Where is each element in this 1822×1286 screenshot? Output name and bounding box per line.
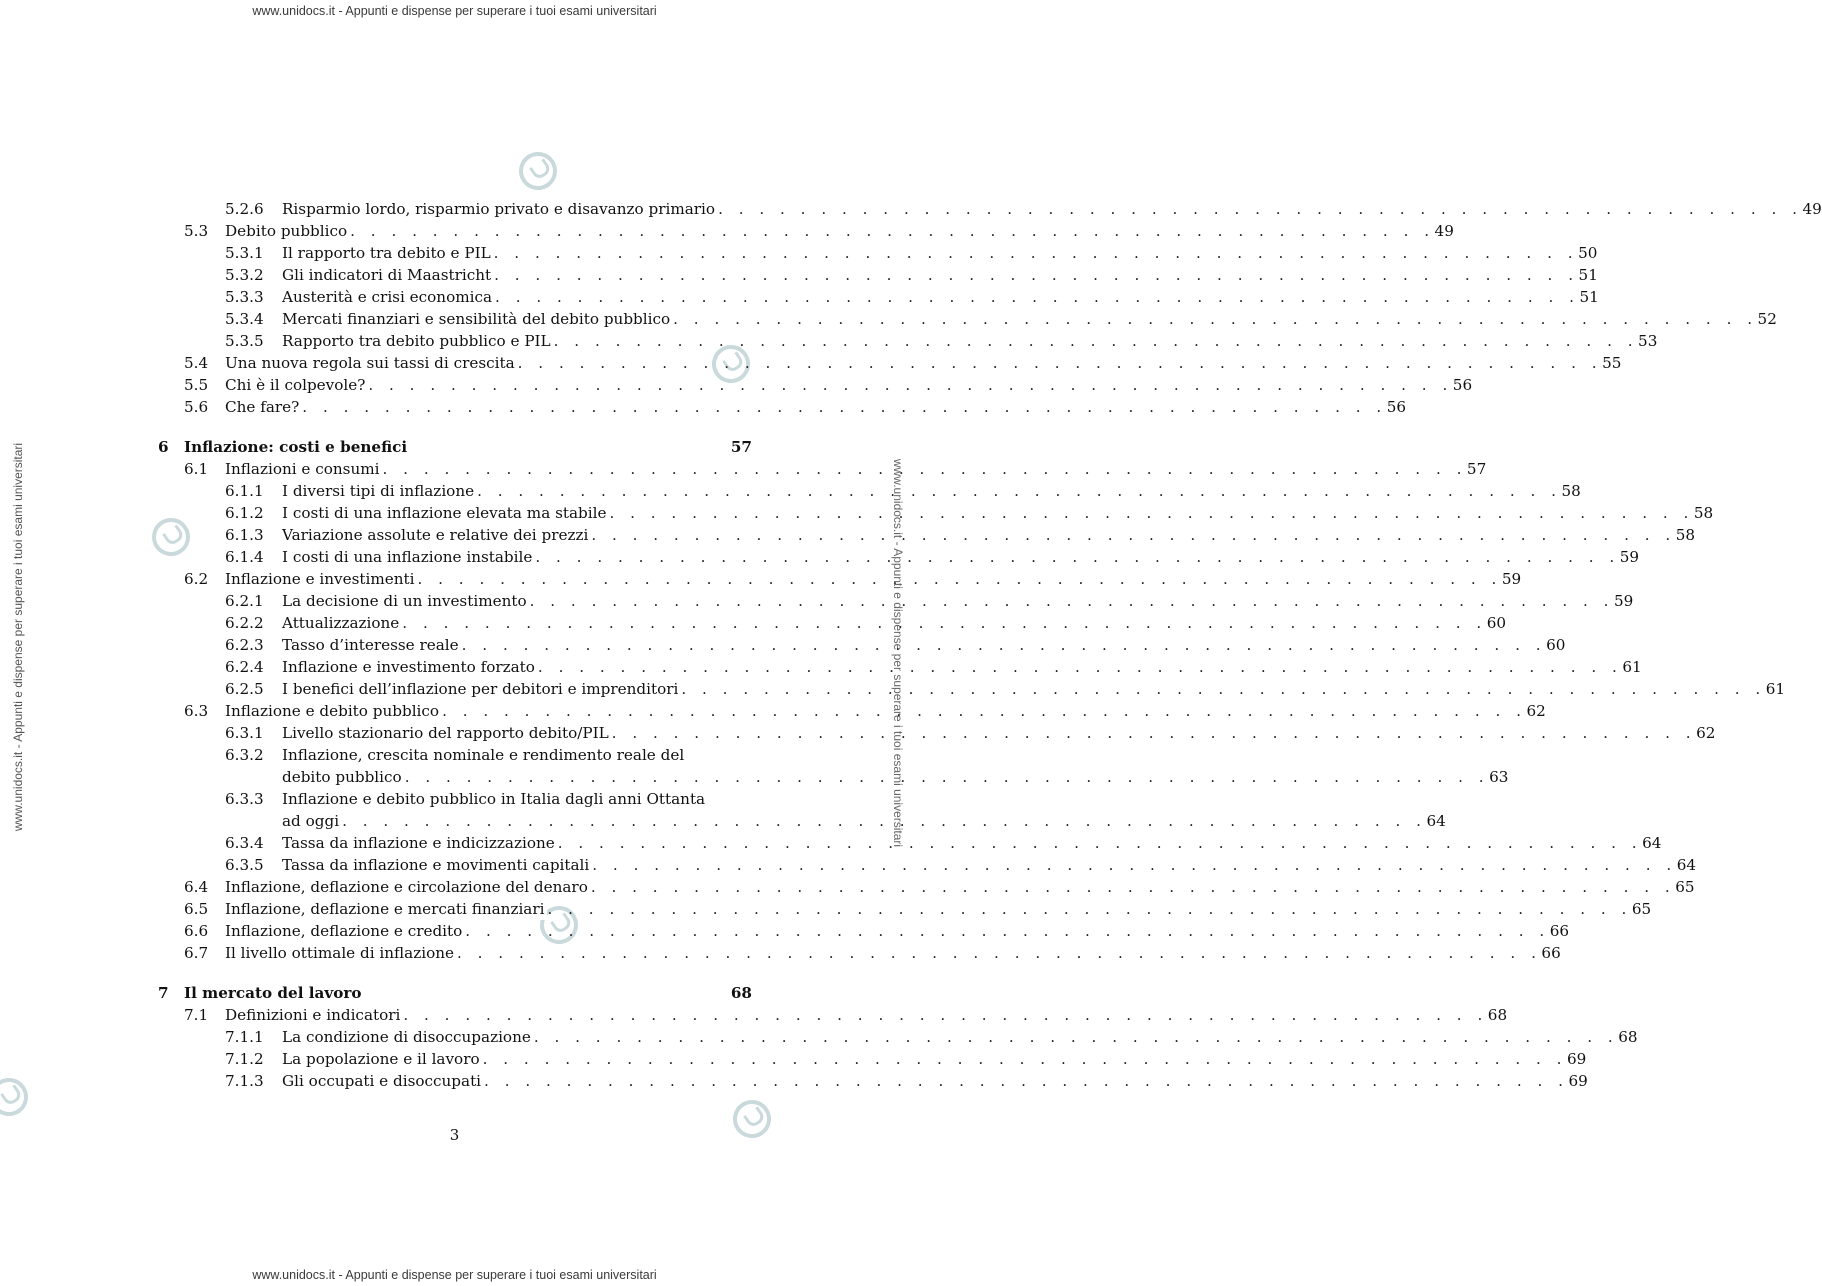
toc-title: I costi di una inflazione instabile <box>282 546 535 568</box>
toc-leader-dots: . . . . . . . . . . . . . . . . . . . . . . . . . . . . . . . . . . . . . . . . . . . . . . . . . . . . . <box>493 244 1579 262</box>
toc-page: 59 <box>1501 570 1522 588</box>
toc-page: 53 <box>1638 332 1658 350</box>
chapter-gap <box>158 418 752 436</box>
toc-page: 66 <box>1549 922 1570 940</box>
toc-entry[interactable] <box>158 810 1446 832</box>
toc-title: Una nuova regola sui tassi di crescita <box>225 352 518 374</box>
toc-title: Inflazione, crescita nominale e rendimento reale del <box>282 744 687 766</box>
toc-leader-dots: . . . . . . . . . . . . . . . . . . . . . . . . . . . . . . . . . . . . . . . . . . . . . . . . . . . . . <box>535 548 1620 566</box>
toc-title-line <box>282 788 752 810</box>
toc-title-line <box>282 854 1697 876</box>
toc-page: 56 <box>1386 398 1407 416</box>
toc-title-line <box>282 832 1662 854</box>
toc-title-line <box>282 502 1714 524</box>
toc-entry[interactable] <box>158 242 1598 264</box>
toc-leader-dots: . . . . . . . . . . . . . . . . . . . . . . . . . . . . . . . . . . . . . . . . . . . . . . . . . . . . . <box>302 398 1387 416</box>
toc-entry[interactable] <box>158 1048 1587 1070</box>
toc-title-line <box>225 374 1473 396</box>
toc-entry[interactable] <box>158 744 752 766</box>
toc-title: La popolazione e il lavoro <box>282 1048 483 1070</box>
toc-title-line <box>282 722 1716 744</box>
toc-title: Inflazione e debito pubblico <box>225 700 442 722</box>
toc-number: 6.7 <box>184 944 209 962</box>
toc-leader-dots: . . . . . . . . . . . . . . . . . . . . . . . . . . . . . . . . . . . . . . . . . . . . . . . . . . . . . <box>350 222 1435 240</box>
toc-leader-dots: . . . . . . . . . . . . . . . . . . . . . . . . . . . . . . . . . . . . . . . . . . . . . . . . . . . . . <box>533 1028 1619 1046</box>
toc-page: 50 <box>1578 244 1598 262</box>
toc-entry[interactable] <box>158 656 1642 678</box>
toc-entry[interactable] <box>158 766 1509 788</box>
toc-number: 6.1.2 <box>225 504 264 522</box>
toc-title: Inflazione, deflazione e credito <box>225 920 465 942</box>
toc-title: I costi di una inflazione elevata ma stabile <box>282 502 609 524</box>
toc-title: Il mercato del lavoro <box>184 982 364 1004</box>
toc-page: 49 <box>1802 200 1822 218</box>
toc-leader-dots: . . . . . . . . . . . . . . . . . . . . . . . . . . . . . . . . . . . . . . . . . . . . . . . . . . . . . <box>484 1072 1569 1090</box>
toc-entry[interactable] <box>158 264 1598 286</box>
toc-number: 6.1.4 <box>225 548 264 566</box>
toc-entry[interactable] <box>158 590 1634 612</box>
toc-leader-dots: . . . . . . . . . . . . . . . . . . . . . . . . . . . . . . . . . . . . . . . . . . . . . . . . . . . . . <box>494 266 1579 284</box>
toc-number: 5.6 <box>184 398 209 416</box>
toc-title-line <box>282 242 1598 264</box>
toc-title-line <box>225 352 1622 374</box>
toc-entry[interactable] <box>158 876 1695 898</box>
toc-entry[interactable] <box>158 330 1658 352</box>
watermark-right: www.unidocs.it - Appunti e dispense per superare i tuoi esami universitari <box>891 458 905 848</box>
toc-page: 60 <box>1486 614 1507 632</box>
toc-entry[interactable] <box>158 942 1561 964</box>
toc-title: Che fare? <box>225 396 302 418</box>
watermark-logo-icon <box>512 145 565 198</box>
toc-leader-dots: . . . . . . . . . . . . . . . . . . . . . . . . . . . . . . . . . . . . . . . . . . . . . . . . . . . . . <box>465 922 1550 940</box>
toc-page: 66 <box>1541 944 1561 962</box>
toc-page: 59 <box>1614 592 1634 610</box>
toc-page: 65 <box>1675 878 1695 896</box>
toc-title-line <box>282 810 1446 832</box>
toc-title: Inflazioni e consumi <box>225 458 383 480</box>
watermark-top: www.unidocs.it - Appunti e dispense per superare i tuoi esami universitari <box>252 4 657 18</box>
toc-title-line <box>282 524 1696 546</box>
toc-number: 6.3.3 <box>225 790 264 808</box>
toc-title: Inflazione, deflazione e mercati finanziari <box>225 898 547 920</box>
toc-leader-dots: . . . . . . . . . . . . . . . . . . . . . . . . . . . . . . . . . . . . . . . . . . . . . . . . . . . . . <box>482 1050 1568 1068</box>
toc-page: 51 <box>1579 288 1599 306</box>
toc-leader-dots: . . . . . . . . . . . . . . . . . . . . . . . . . . . . . . . . . . . . . . . . . . . . . . . . . . . . . <box>557 834 1643 852</box>
toc-page: 59 <box>1619 548 1640 566</box>
toc-number: 6.3.5 <box>225 856 264 874</box>
toc-page: 61 <box>1622 658 1642 676</box>
toc-page: 64 <box>1426 812 1446 830</box>
toc-leader-dots <box>364 982 724 1004</box>
toc-leader-dots: . . . . . . . . . . . . . . . . . . . . . . . . . . . . . . . . . . . . . . . . . . . . . . . . . . . . . <box>537 658 1623 676</box>
toc-number: 6.2 <box>184 570 209 588</box>
toc-title: Inflazione, deflazione e circolazione del denaro <box>225 876 591 898</box>
toc-title-line <box>282 744 752 766</box>
toc-title-line <box>282 612 1507 634</box>
toc-entry[interactable] <box>158 832 1662 854</box>
toc-title: La decisione di un investimento <box>282 590 530 612</box>
toc-entry[interactable] <box>158 374 1473 396</box>
toc-entry[interactable] <box>158 352 1622 374</box>
toc-entry[interactable] <box>158 898 1652 920</box>
chapter-gap <box>158 964 752 982</box>
toc-number: 6.2.4 <box>225 658 264 676</box>
toc-title-line <box>282 330 1658 352</box>
toc-page: 63 <box>1489 768 1509 786</box>
toc-number: 6.4 <box>184 878 209 896</box>
toc-title-line <box>225 898 1652 920</box>
toc-leader-dots: . . . . . . . . . . . . . . . . . . . . . . . . . . . . . . . . . . . . . . . . . . . . . . . . . . . . . <box>402 614 1487 632</box>
toc-title: Attualizzazione <box>282 612 402 634</box>
toc-page: 68 <box>1618 1028 1638 1046</box>
toc-entry[interactable] <box>158 524 1696 546</box>
toc-entry[interactable] <box>158 396 1407 418</box>
toc-number: 5.5 <box>184 376 209 394</box>
toc-entry[interactable] <box>158 920 1570 942</box>
toc-number: 7 <box>158 984 169 1002</box>
toc-leader-dots: . . . . . . . . . . . . . . . . . . . . . . . . . . . . . . . . . . . . . . . . . . . . . . . . . . . . . <box>592 856 1677 874</box>
toc-title: Inflazione e debito pubblico in Italia dagli anni Ottanta <box>282 788 708 810</box>
toc-leader-dots: . . . . . . . . . . . . . . . . . . . . . . . . . . . . . . . . . . . . . . . . . . . . . . . . . . . . . <box>382 460 1467 478</box>
toc-page: 57 <box>1466 460 1487 478</box>
toc-entry[interactable] <box>158 788 752 810</box>
toc-title-line <box>282 286 1599 308</box>
toc-title-line <box>225 700 1546 722</box>
toc-page: 68 <box>730 984 752 1002</box>
toc-page: 56 <box>1452 376 1473 394</box>
toc-page: 58 <box>1693 504 1714 522</box>
toc-leader-dots <box>708 788 724 810</box>
toc-title: Debito pubblico <box>225 220 350 242</box>
toc-title-line <box>225 1004 1508 1026</box>
toc-title: Mercati finanziari e sensibilità del debito pubblico <box>282 308 673 330</box>
toc-page <box>724 788 752 810</box>
toc-leader-dots: . . . . . . . . . . . . . . . . . . . . . . . . . . . . . . . . . . . . . . . . . . . . . . . . . . . . . <box>457 944 1542 962</box>
toc-entry[interactable] <box>158 722 1716 744</box>
toc-page: 65 <box>1631 900 1652 918</box>
toc-page: 58 <box>1561 482 1581 500</box>
toc-title: Il livello ottimale di inflazione <box>225 942 457 964</box>
toc-number: 5.3.5 <box>225 332 264 350</box>
toc-number: 6.2.3 <box>225 636 264 654</box>
toc-leader-dots: . . . . . . . . . . . . . . . . . . . . . . . . . . . . . . . . . . . . . . . . . . . . . . . . . . . . . <box>611 724 1697 742</box>
toc-entry[interactable] <box>158 286 1599 308</box>
toc-title: ad oggi <box>282 810 342 832</box>
toc-title-line <box>282 656 1642 678</box>
toc-number: 6.3.2 <box>225 746 264 764</box>
toc-title: Chi è il colpevole? <box>225 374 368 396</box>
toc-number: 6.6 <box>184 922 209 940</box>
toc-number: 6.2.5 <box>225 680 264 698</box>
toc-title-line <box>225 942 1561 964</box>
toc-entry[interactable] <box>158 854 1697 876</box>
toc-title: I diversi tipi di inflazione <box>282 480 477 502</box>
toc-entry[interactable] <box>158 220 1454 242</box>
toc-leader-dots: . . . . . . . . . . . . . . . . . . . . . . . . . . . . . . . . . . . . . . . . . . . . . . . . . . . . . <box>590 878 1676 896</box>
toc-title-line <box>282 634 1566 656</box>
toc-number: 6 <box>158 438 169 456</box>
toc-leader-dots: . . . . . . . . . . . . . . . . . . . . . . . . . . . . . . . . . . . . . . . . . . . . . . . . . . . . . <box>404 768 1490 786</box>
toc-title: Il rapporto tra debito e PIL <box>282 242 494 264</box>
toc-number: 6.1 <box>184 460 209 478</box>
toc-title: Inflazione e investimenti <box>225 568 417 590</box>
toc-title: I benefici dell’inflazione per debitori e imprenditori <box>282 678 681 700</box>
toc-leader-dots: . . . . . . . . . . . . . . . . . . . . . . . . . . . . . . . . . . . . . . . . . . . . . . . . . . . . . <box>442 702 1527 720</box>
toc-number: 6.3.1 <box>225 724 264 742</box>
toc-title: debito pubblico <box>282 766 405 788</box>
toc-leader-dots <box>410 436 724 458</box>
toc-title: Risparmio lordo, risparmio privato e disavanzo primario <box>282 198 718 220</box>
toc-title-line <box>184 436 752 458</box>
toc-number: 7.1.3 <box>225 1072 264 1090</box>
toc-page: 69 <box>1568 1072 1588 1090</box>
toc-leader-dots: . . . . . . . . . . . . . . . . . . . . . . . . . . . . . . . . . . . . . . . . . . . . . . . . . . . . . <box>461 636 1547 654</box>
toc-leader-dots: . . . . . . . . . . . . . . . . . . . . . . . . . . . . . . . . . . . . . . . . . . . . . . . . . . . . . <box>529 592 1615 610</box>
toc-page: 69 <box>1567 1050 1587 1068</box>
toc-entry[interactable] <box>158 480 1581 502</box>
toc-title: Livello stazionario del rapporto debito/PIL <box>282 722 612 744</box>
toc-leader-dots: . . . . . . . . . . . . . . . . . . . . . . . . . . . . . . . . . . . . . . . . . . . . . . . . . . . . . <box>718 200 1803 218</box>
page-number: 3 <box>449 1126 460 1144</box>
toc-leader-dots: . . . . . . . . . . . . . . . . . . . . . . . . . . . . . . . . . . . . . . . . . . . . . . . . . . . . . <box>495 288 1580 306</box>
toc-page: 62 <box>1696 724 1716 742</box>
toc-title-line <box>282 264 1598 286</box>
toc-title-line <box>225 876 1695 898</box>
toc-title-line <box>282 590 1634 612</box>
toc-page: 57 <box>730 438 752 456</box>
toc-entry[interactable] <box>158 1026 1638 1048</box>
toc-title-line <box>282 308 1777 330</box>
toc-title-line <box>225 220 1454 242</box>
toc-page: 55 <box>1602 354 1622 372</box>
toc-page: 68 <box>1487 1006 1508 1024</box>
toc-title: Austerità e crisi economica <box>282 286 495 308</box>
toc-entry[interactable] <box>158 1070 1588 1092</box>
toc-title: La condizione di disoccupazione <box>282 1026 534 1048</box>
toc-title-line <box>225 458 1487 480</box>
toc-leader-dots <box>687 744 724 766</box>
toc-title-line <box>184 982 752 1004</box>
toc-page: 62 <box>1526 702 1546 720</box>
toc-title-line <box>282 1026 1638 1048</box>
toc-leader-dots: . . . . . . . . . . . . . . . . . . . . . . . . . . . . . . . . . . . . . . . . . . . . . . . . . . . . . <box>403 1006 1488 1024</box>
toc-title-line <box>282 766 1509 788</box>
toc-number: 6.1.3 <box>225 526 264 544</box>
toc-title-line <box>282 480 1581 502</box>
toc-leader-dots: . . . . . . . . . . . . . . . . . . . . . . . . . . . . . . . . . . . . . . . . . . . . . . . . . . . . . <box>477 482 1562 500</box>
toc-title-line <box>282 546 1640 568</box>
toc-title: Variazione assolute e relative dei prezzi <box>282 524 591 546</box>
toc-number: 6.5 <box>184 900 209 918</box>
toc-number: 5.3 <box>184 222 209 240</box>
toc-page: 60 <box>1546 636 1566 654</box>
toc-entry[interactable] <box>158 634 1566 656</box>
toc-leader-dots: . . . . . . . . . . . . . . . . . . . . . . . . . . . . . . . . . . . . . . . . . . . . . . . . . . . . . <box>553 332 1639 350</box>
toc-number: 5.3.4 <box>225 310 264 328</box>
toc-page: 64 <box>1642 834 1662 852</box>
toc-page: 51 <box>1578 266 1598 284</box>
toc-number: 5.3.3 <box>225 288 264 306</box>
toc-title: Gli indicatori di Maastricht <box>282 264 494 286</box>
watermark-bottom: www.unidocs.it - Appunti e dispense per superare i tuoi esami universitari <box>252 1268 657 1282</box>
toc-leader-dots: . . . . . . . . . . . . . . . . . . . . . . . . . . . . . . . . . . . . . . . . . . . . . . . . . . . . . <box>417 570 1502 588</box>
toc-title-line <box>282 1070 1588 1092</box>
toc-title: Tasso d’interesse reale <box>282 634 462 656</box>
toc-title-line <box>225 568 1522 590</box>
toc-number: 7.1.2 <box>225 1050 264 1068</box>
toc-number: 5.3.1 <box>225 244 264 262</box>
toc-entry[interactable] <box>158 308 1777 330</box>
watermark-logo-icon <box>0 1071 35 1124</box>
toc-entry[interactable] <box>158 198 1822 220</box>
toc-leader-dots: . . . . . . . . . . . . . . . . . . . . . . . . . . . . . . . . . . . . . . . . . . . . . . . . . . . . . <box>673 310 1758 328</box>
toc-title: Tassa da inflazione e movimenti capitali <box>282 854 592 876</box>
toc-entry[interactable] <box>158 612 1507 634</box>
toc-number: 5.3.2 <box>225 266 264 284</box>
toc-number: 6.3 <box>184 702 209 720</box>
toc-page: 49 <box>1434 222 1454 240</box>
watermark-left: www.unidocs.it - Appunti e dispense per superare i tuoi esami universitari <box>11 442 25 832</box>
toc-title: Inflazione: costi e benefici <box>184 436 410 458</box>
toc-leader-dots: . . . . . . . . . . . . . . . . . . . . . . . . . . . . . . . . . . . . . . . . . . . . . . . . . . . . . <box>368 376 1453 394</box>
toc-title-line <box>282 678 1786 700</box>
toc-leader-dots: . . . . . . . . . . . . . . . . . . . . . . . . . . . . . . . . . . . . . . . . . . . . . . . . . . . . . <box>609 504 1694 522</box>
toc-number: 6.3.4 <box>225 834 264 852</box>
toc-leader-dots: . . . . . . . . . . . . . . . . . . . . . . . . . . . . . . . . . . . . . . . . . . . . . . . . . . . . . <box>547 900 1632 918</box>
toc-entry[interactable] <box>158 546 1640 568</box>
toc-title: Definizioni e indicatori <box>225 1004 403 1026</box>
toc-number: 6.2.1 <box>225 592 264 610</box>
toc-entry[interactable] <box>158 1004 1508 1026</box>
toc-title: Tassa da inflazione e indicizzazione <box>282 832 558 854</box>
toc-leader-dots: . . . . . . . . . . . . . . . . . . . . . . . . . . . . . . . . . . . . . . . . . . . . . . . . . . . . . <box>681 680 1766 698</box>
toc-entry[interactable] <box>158 502 1714 524</box>
toc-page <box>724 744 752 766</box>
toc-title: Gli occupati e disoccupati <box>282 1070 484 1092</box>
toc-leader-dots: . . . . . . . . . . . . . . . . . . . . . . . . . . . . . . . . . . . . . . . . . . . . . . . . . . . . . <box>342 812 1427 830</box>
toc-number: 5.2.6 <box>225 200 264 218</box>
toc-title: Inflazione e investimento forzato <box>282 656 538 678</box>
toc-entry[interactable] <box>158 458 1487 480</box>
toc-leader-dots: . . . . . . . . . . . . . . . . . . . . . . . . . . . . . . . . . . . . . . . . . . . . . . . . . . . . . <box>517 354 1603 372</box>
toc-number: 7.1 <box>184 1006 209 1024</box>
toc-chapter[interactable] <box>158 982 752 1004</box>
toc-title: Rapporto tra debito pubblico e PIL <box>282 330 554 352</box>
toc-entry[interactable] <box>158 678 1786 700</box>
toc-entry[interactable] <box>158 700 1546 722</box>
toc-number: 5.4 <box>184 354 209 372</box>
toc-title-line <box>282 198 1822 220</box>
toc-page: 61 <box>1765 680 1786 698</box>
toc-leader-dots: . . . . . . . . . . . . . . . . . . . . . . . . . . . . . . . . . . . . . . . . . . . . . . . . . . . . . <box>591 526 1676 544</box>
toc-title-line <box>225 396 1407 418</box>
toc-title-line <box>282 1048 1587 1070</box>
toc-number: 6.2.2 <box>225 614 264 632</box>
toc-page: 64 <box>1676 856 1697 874</box>
toc-number: 7.1.1 <box>225 1028 264 1046</box>
toc-entry[interactable] <box>158 568 1522 590</box>
toc-page: 52 <box>1757 310 1777 328</box>
toc-number: 6.1.1 <box>225 482 264 500</box>
toc-title-line <box>225 920 1570 942</box>
toc-page: 58 <box>1675 526 1696 544</box>
toc-chapter[interactable] <box>158 436 752 458</box>
